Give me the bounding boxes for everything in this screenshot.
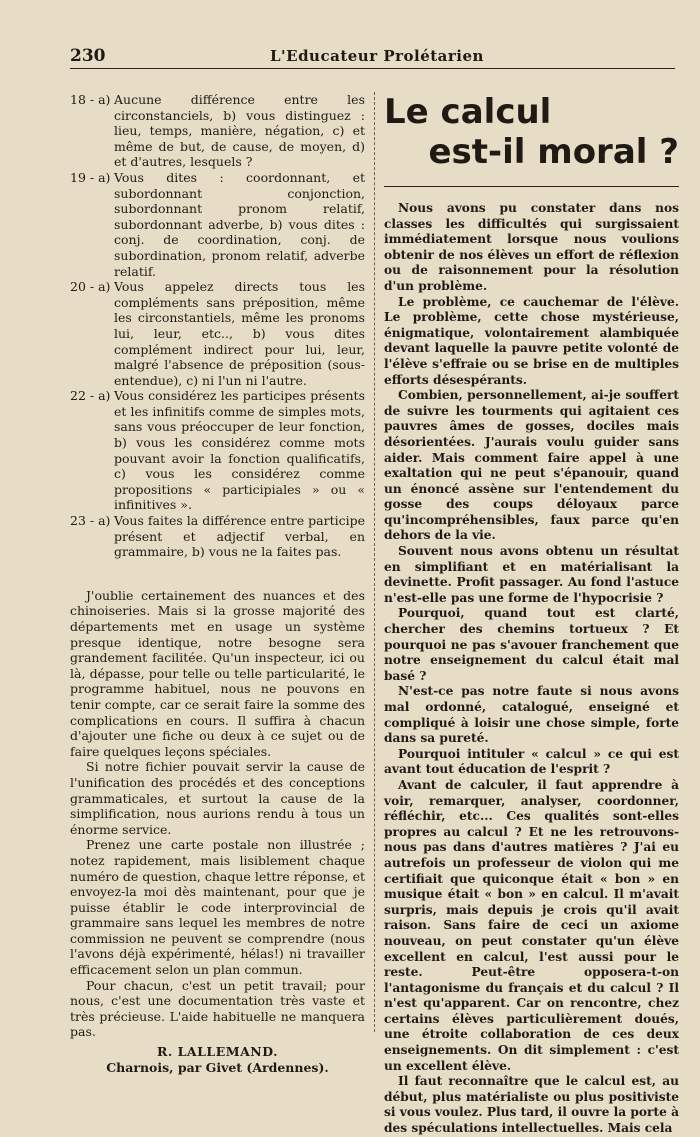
answer-text: Vous faites la différence entre participe présent et adjectif verbal, en grammaire, b) vous ne la faites pas.: [114, 513, 365, 560]
body-paragraph: Si notre fichier pouvait servir la cause de l'unification des procédés et des conceptions grammaticales, et surtout la cause de la simplification, nous aurions rendu à tous un énorme service.: [70, 759, 365, 837]
right-column: [384, 92, 679, 1137]
body-paragraph: J'oublie certainement des nuances et des chinoiseries. Mais si la grosse majorité des départements met en usage un système presque identique, notre besogne sera grandement facilitée. Qu'un inspecteur, ici ou là, dépasse, pour telle ou telle particularité, le programme habituel, nous ne pouvons en tenir compte, car ce serait faire la somme des complications en cours. Il suffira à chacun d'ajouter une fiche ou deux à ce sujet ou de faire quelques leçons spéciales.: [70, 587, 365, 759]
article-paragraph: Souvent nous avons obtenu un résultat en simplifiant et en matérialisant la devinette. Profit passager. Au fond l'astuce n'est-elle pas une forme de l'hypocrisie ?: [384, 544, 679, 605]
closing-section: [70, 588, 365, 1075]
answer-text: Vous dites : coordonnant, et subordonnant conjonction, subordonnant pronom relatif, subordonnant adverbe, b) vous dites : conj. de coordination, conj. de subordination, pronom relatif, adverbe relatif.: [114, 169, 365, 279]
article-paragraph: Combien, personnellement, ai-je souffert de suivre les tourments qui agitaient ces pauvres âmes de gosses, dociles mais désorientées. J'aurais voulu guider sans aider. Mais comment faire appel à une exaltation qui ne peut s'épanouir, quand un énoncé assène sur l'entendement du gosse des coups déloyaux parce qu'incompréhensibles, faux parce qu'en dehors de la vie.: [384, 388, 679, 543]
answer-number: 23 - a): [70, 513, 111, 529]
column-divider: [374, 92, 376, 1032]
article-title: [384, 92, 679, 172]
author-location: Charnois, par Givet (Ardennes).: [106, 1059, 329, 1075]
answer-item: [70, 279, 365, 388]
body-paragraph: Pour chacun, c'est un petit travail; pour nous, c'est une documentation très vaste et très précieuse. L'aide habituelle ne manquera pas.: [70, 977, 365, 1040]
article-paragraph: N'est-ce pas notre faute si nous avons mal ordonné, catalogué, enseigné et compliqué à loisir une chose simple, forte dans sa pureté.: [384, 684, 679, 746]
journal-title: L'Educateur Prolétarien: [270, 47, 484, 65]
title-rule: [384, 186, 679, 187]
article-paragraph: Le problème, ce cauchemar de l'élève. Le problème, cette chose mystérieuse, énigmatique, volontairement alambiquée devant laquelle la pauvre petite volonté de l'élève s'effraie ou se brise en de multiples efforts désespérants.: [384, 294, 679, 387]
article-paragraph: Pourquoi intituler « calcul » ce qui est avant tout éducation de l'esprit ?: [384, 746, 679, 777]
answer-item: [70, 170, 365, 279]
article-title-line: est-il moral ?: [428, 132, 679, 172]
article-paragraph: Nous avons pu constater dans nos classes les difficultés qui surgissaient immédiatement lorsque nous voulions obtenir de nos élèves un effort de réflexion ou de raisonnement pour la résolution d'un problème.: [384, 201, 679, 293]
answer-item: [70, 513, 365, 560]
answer-number: 22 - a): [70, 388, 111, 404]
article-paragraph: Pourquoi, quand tout est clarté, chercher des chemins tortueux ? Et pourquoi ne pas s'avouer franchement que notre enseignement du calcul était mal basé ?: [384, 606, 679, 683]
left-column: [70, 92, 365, 1075]
answer-text: Aucune différence entre les circonstanciels, b) vous distinguez : lieu, temps, manière, négation, c) et même de but, de cause, de moyen, d) et d'autres, lesquels ?: [114, 92, 365, 170]
answer-text: Vous considérez les participes présents et les infinitifs comme de simples mots, sans vous préoccuper de leur fonction, b) vous les considérez comme mots pouvant avoir la fonction qualificatifs, c) vous les considérez comme propositions « participiales » ou « infinitives ».: [114, 388, 365, 513]
answer-item: [70, 388, 365, 513]
page-header: [70, 46, 675, 69]
answer-text: Vous appelez directs tous les compléments sans préposition, même les circonstantiels, même les pronoms lui, leur, etc.., b) vous dites complément indirect pour lui, leur, malgré l'absence de préposition (sous-entendue), c) ni l'un ni l'autre.: [114, 279, 365, 388]
article-paragraph: Il faut reconnaître que le calcul est, au début, plus matérialiste ou plus positiviste si vous voulez. Plus tard, il ouvre la porte à des spéculations intellectuelles. Mais cela: [384, 1074, 679, 1136]
article-paragraph: Avant de calculer, il faut apprendre à voir, remarquer, analyser, coordonner, réfléchir, etc... Ces qualités sont-elles propres au calcul ? Et ne les retrouvons-nous pas dans d'autres matières ? J'ai eu autrefois un professeur de violon qui me certifiait que quiconque était « bon » en musique était « bon » en calcul. Il m'avait surpris, mais depuis je crois qu'il avait raison. Sans faire de ceci un axiome nouveau, on peut constater qu'un élève excellent en calcul, l'est aussi pour le reste. Peut-être opposera-t-on l'antagonisme du français et du calcul ? Il n'est qu'apparent. Car on rencontre, chez certains élèves particulièrement doués, une étroite collaboration de ces deux enseignements. On dit simplement : c'est un excellent élève.: [384, 777, 679, 1073]
answer-item: [70, 92, 365, 170]
body-paragraph: Prenez une carte postale non illustrée ; notez rapidement, mais lisiblement chaque numéro de question, chaque lettre réponse, et envoyez-la moi dès maintenant, pour que je puisse établir le code interprovincial de grammaire sans lequel les membres de notre commission ne peuvent se comprendre (nous l'avons déjà expérimenté, hélas!) ni travailler efficacement selon un plan commun.: [70, 837, 365, 978]
answer-number: 20 - a): [70, 279, 111, 295]
answer-number: 18 - a): [70, 92, 111, 107]
answer-number: 19 - a): [70, 169, 111, 185]
page-number: 230: [70, 46, 106, 66]
author-signature: R. LALLEMAND.: [157, 1044, 278, 1060]
article-title-line: Le calcul: [384, 92, 552, 132]
